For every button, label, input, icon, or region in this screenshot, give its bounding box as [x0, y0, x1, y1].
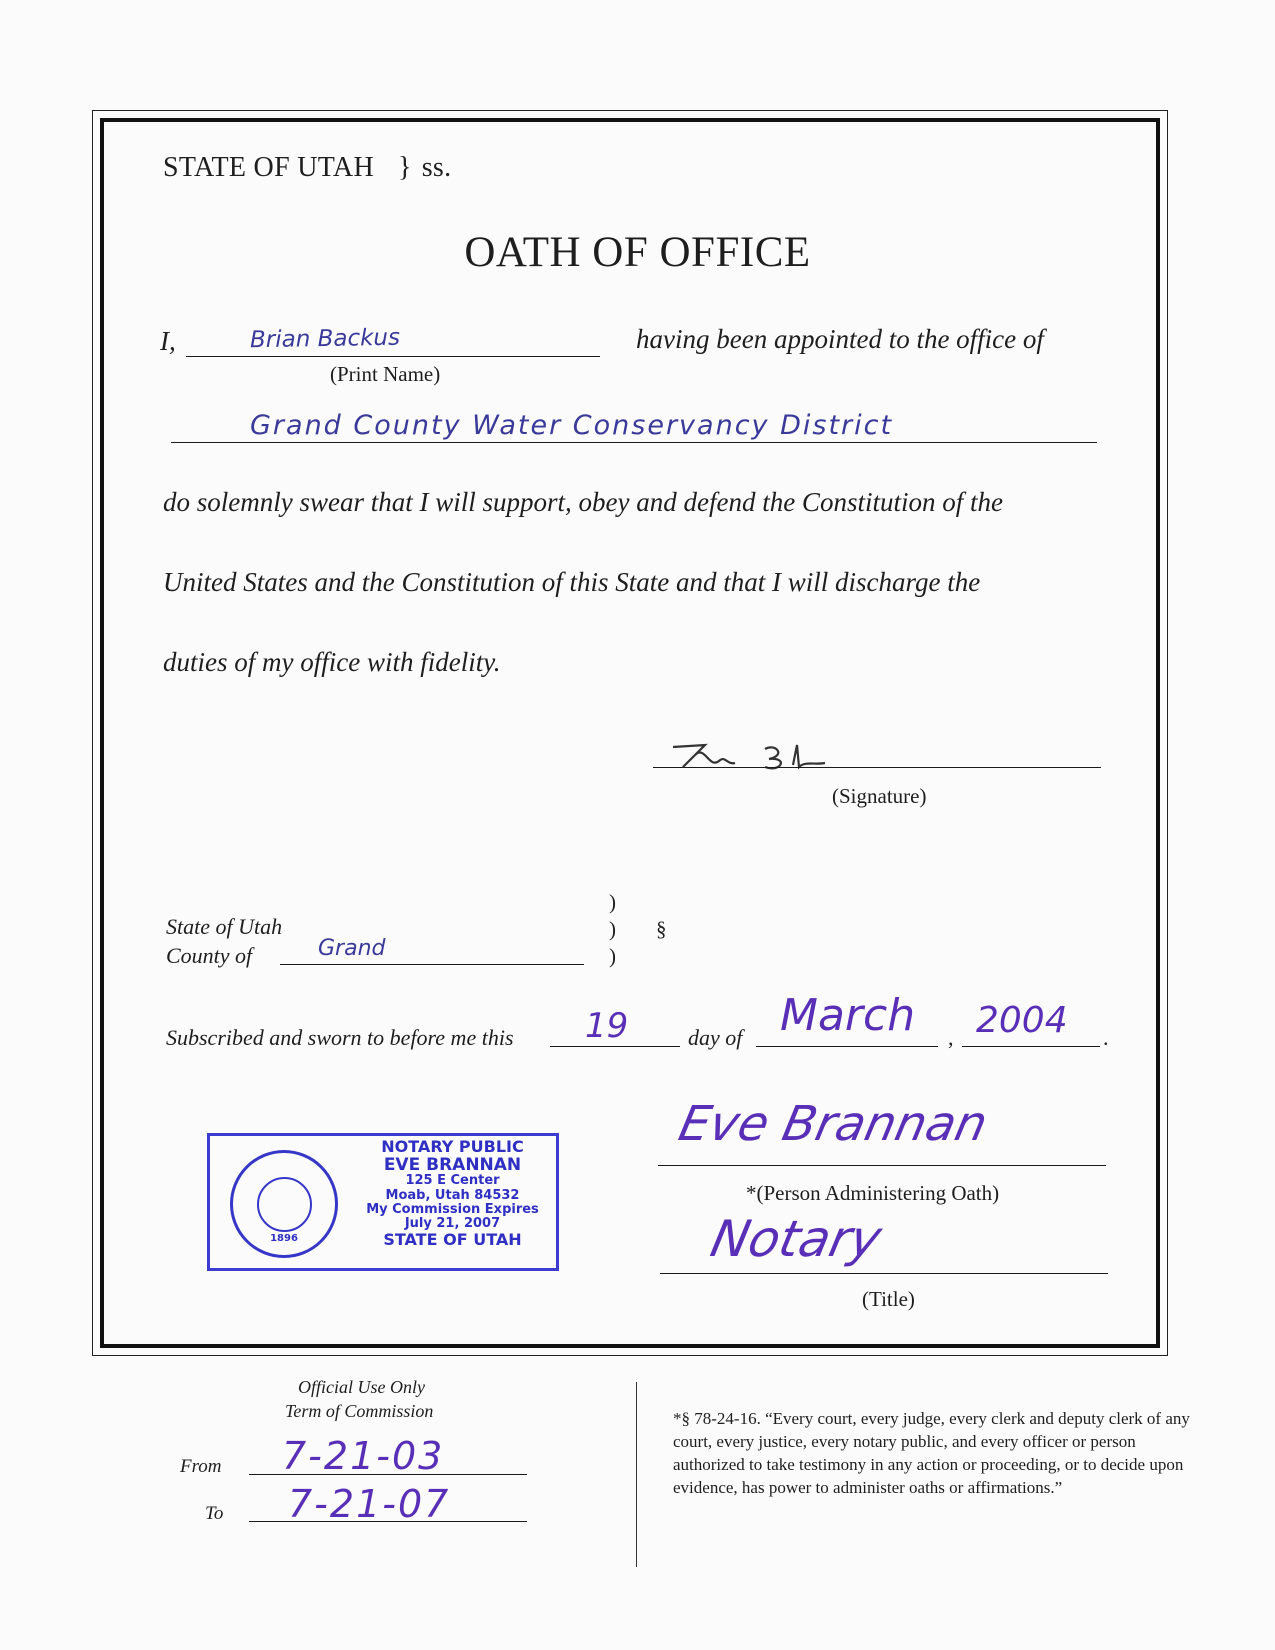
jurat-comma: ,: [948, 1025, 954, 1050]
administrator-caption: *(Person Administering Oath): [746, 1181, 1000, 1205]
stamp-line: EVE BRANNAN: [383, 1154, 522, 1175]
from-handwriting: 7-21-03: [282, 1434, 445, 1478]
county-line: [280, 964, 584, 965]
month-line: [756, 1046, 938, 1047]
oath-line: United States and the Constitution of this State and that I will discharge the: [163, 567, 981, 597]
day-of-text: day of: [688, 1025, 743, 1050]
month-handwriting: March: [780, 990, 916, 1041]
title-caption: (Title): [862, 1287, 915, 1311]
notary-stamp: [207, 1133, 559, 1271]
section-symbol: §: [656, 917, 667, 941]
stamp-line: Moab, Utah 84532: [385, 1187, 520, 1203]
state-header: [163, 152, 451, 184]
signature-line: [653, 767, 1101, 768]
ss-text: ss.: [421, 152, 452, 183]
stamp-line: My Commission Expires: [366, 1201, 539, 1217]
i-prefix: I,: [160, 326, 176, 356]
state-label: State of Utah: [166, 914, 283, 939]
title-handwriting: Notary: [705, 1210, 887, 1268]
signature-caption: (Signature): [832, 784, 927, 808]
page-title: OATH OF OFFICE: [464, 229, 811, 276]
signature-handwriting: [665, 735, 865, 775]
seal-center: [257, 1177, 312, 1232]
stamp-line: 125 E Center: [405, 1173, 500, 1189]
administrator-line: [658, 1165, 1106, 1166]
to-handwriting: 7-21-07: [288, 1482, 451, 1526]
stamp-line: STATE OF UTAH: [383, 1230, 522, 1250]
stamp-text: [350, 1138, 555, 1249]
office-handwriting: Grand County Water Conservancy District: [250, 410, 894, 441]
jurat-prefix: Subscribed and sworn to before me this: [166, 1025, 514, 1050]
county-label: County of: [166, 943, 253, 968]
paren-3: ): [609, 944, 616, 968]
year-handwriting: 2004: [976, 1000, 1068, 1041]
paren-2: ): [609, 917, 616, 941]
paren-1: ): [609, 890, 616, 914]
stamp-line: NOTARY PUBLIC: [381, 1137, 524, 1156]
year-line: [962, 1046, 1100, 1047]
day-handwriting: 19: [585, 1006, 629, 1046]
statute-footnote: *§ 78-24-16. “Every court, every judge, every clerk and deputy clerk of any court, every justice, every notary public, and every officer or person authorized to take testimony in any action or proceeding, or to decide upon evidence, has power to administer oaths or affirmations.”: [673, 1409, 1190, 1497]
from-label: From: [180, 1456, 222, 1477]
title-line: [660, 1273, 1108, 1274]
print-name-caption: (Print Name): [330, 362, 441, 386]
having-text: having been appointed to the office of: [636, 324, 1044, 354]
oath-line: do solemnly swear that I will support, obey and defend the Constitution of the: [163, 487, 1003, 517]
jurat-period: .: [1103, 1025, 1109, 1050]
seal-year: 1896: [270, 1233, 298, 1244]
name-line: [186, 356, 600, 357]
state-name: STATE OF UTAH: [163, 152, 374, 183]
day-line: [550, 1046, 680, 1047]
administrator-signature: Eve Brannan: [674, 1096, 993, 1152]
to-label: To: [205, 1503, 224, 1524]
office-line: [171, 442, 1097, 443]
stamp-line: July 21, 2007: [404, 1216, 501, 1232]
brace-glyph: }: [397, 152, 412, 183]
county-handwriting: Grand: [318, 936, 386, 961]
state-seal-icon: [230, 1150, 338, 1258]
official-use-heading: Official Use Only: [298, 1377, 425, 1397]
footer-divider: [636, 1382, 637, 1567]
name-handwriting: Brian Backus: [249, 324, 401, 354]
term-heading: Term of Commission: [285, 1401, 434, 1421]
oath-line: duties of my office with fidelity.: [163, 647, 501, 677]
